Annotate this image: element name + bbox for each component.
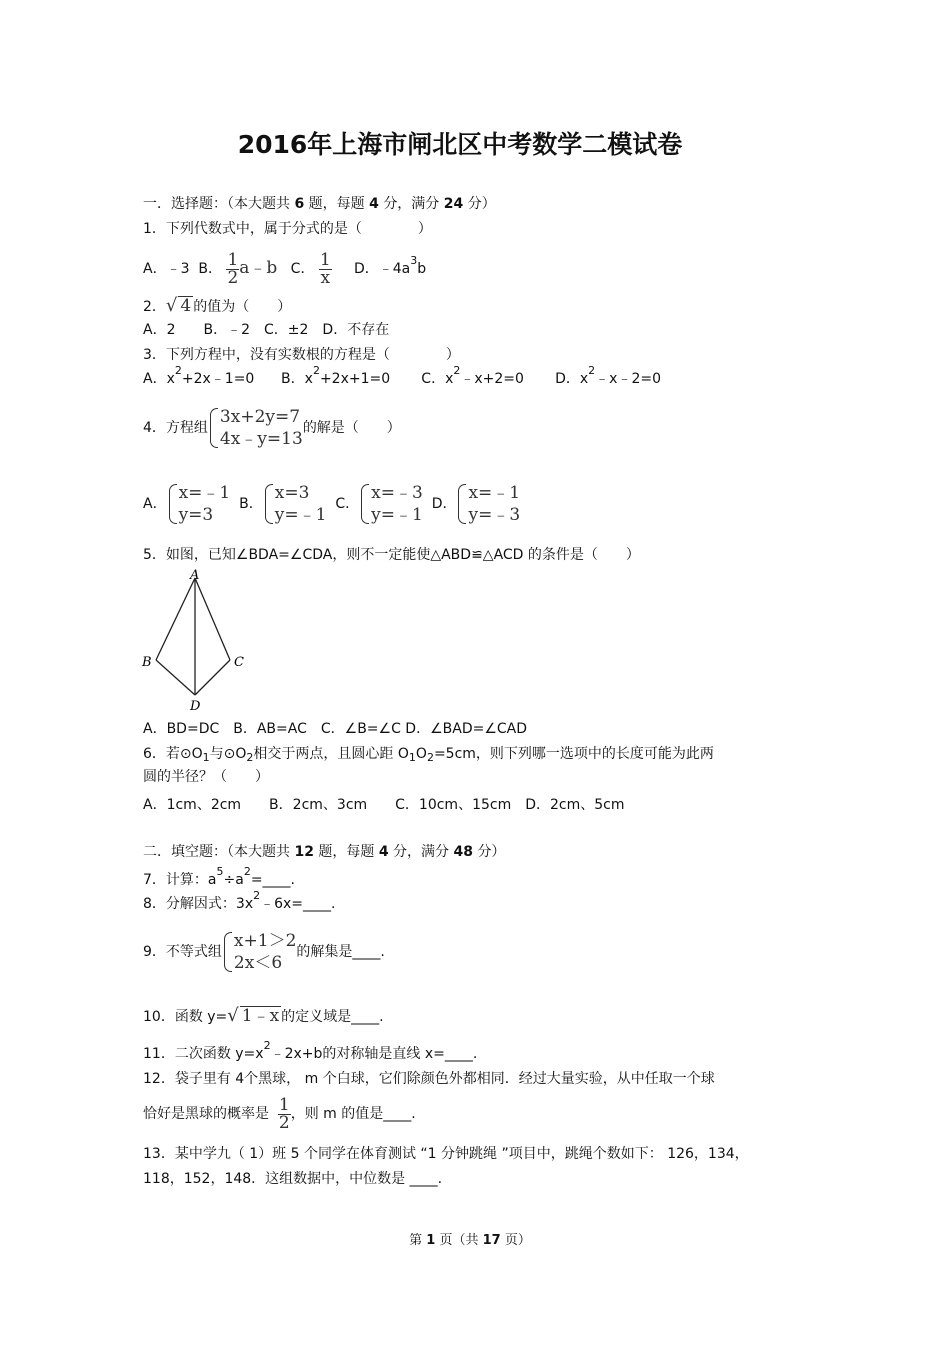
q5-options: A．BD=DC B．AB=AC C．∠B=∠C D．∠BAD=∠CAD [143, 721, 528, 737]
q12-line1: 12．袋子里有 4个黑球， m 个白球，它们除颜色外都相同．经过大量实验，从中任取一个球 [143, 1071, 715, 1087]
section-2-mid2: 分，满分 [393, 844, 450, 860]
q10: 10．函数 y=√ 1﹣x 的定义域是____. [143, 1005, 384, 1026]
q4-option-b: x=3 y=﹣1 [263, 482, 327, 526]
page-footer: 第 1 页（共 17 页） [409, 1233, 531, 1248]
q3-options [143, 364, 661, 388]
section-1-header [143, 195, 496, 213]
section-1-points: 4 [369, 196, 379, 212]
q11: 11．二次函数 $y=x^2﹣2x+b$的对称轴是直线 x=____. [143, 1039, 478, 1062]
section-1-mid1: 题，每题 [308, 196, 365, 212]
q1-options [143, 248, 426, 289]
q10-radicand: 1﹣x [241, 1006, 280, 1026]
q6-options: A．1cm、2cm B．2cm、3cm C．10cm、15cm D．2cm、5cm [143, 797, 625, 813]
page-title: 2016年上海市闸北区中考数学二模试卷 [237, 130, 683, 159]
vertex-label-a: A [190, 568, 200, 583]
sqrt-symbol: √ [165, 295, 178, 316]
q9: 9．不等式组 x+1＞2 2x＜6 的解集是____. [143, 931, 385, 973]
q1-option-a: A．﹣3 [143, 261, 190, 277]
q2-options: A．2 B．﹣2 C．±2 D．不存在 [143, 322, 390, 338]
q1-option-c-fraction: $\frac{1}{x}$ [319, 249, 331, 288]
q13-line1: 13．某中学九（ 1）班 5 个同学在体育测试 “1 分钟跳绳 ”项目中，跳绳个数如下： 126，134， [143, 1146, 749, 1162]
q4-option-a: x=﹣1 y=3 [167, 482, 231, 526]
q4-options: A． x=﹣1 y=3 B． x=3 y=﹣1 C． x=﹣3 y=﹣1 D． x=﹣1 y=﹣3 [143, 483, 521, 525]
vertex-label-c: C [234, 655, 244, 670]
q4-option-d: x=﹣1 y=﹣3 [456, 482, 520, 526]
section-1-count: 6 [294, 196, 305, 212]
q1-option-b-tail: a﹣b [239, 258, 278, 278]
section-1-mid2: 分，满分 [383, 196, 440, 212]
q5-stem: 5．如图，已知∠BDA=∠CDA，则不一定能使△ABD≌△ACD 的条件是（ ） [143, 547, 640, 563]
vertex-label-b: B [142, 655, 152, 670]
q1-option-b-fraction: $\frac{1}{2}$ [227, 249, 239, 288]
segment-ac [195, 578, 230, 660]
q3-option-c: C．$x^2﹣x+2=0$ [421, 364, 524, 387]
segment-cd [195, 660, 230, 695]
q8: 8．分解因式：$3x^2﹣6x=\_\_\_\_$. [143, 889, 336, 912]
q4-stem: 4．方程组 3x+2y=7 4x﹣y=13 的解是（ ） [143, 407, 401, 449]
q2-stem: 2．√ 4 的值为（ ） [143, 295, 292, 316]
section-2-points: 4 [378, 844, 389, 860]
section-1-prefix: 一．选择题：（本大题共 [143, 196, 290, 212]
q3-option-d: D．$x^2﹣x﹣2=0$ [555, 364, 661, 387]
q12-fraction: $\frac{1}{2}$ [278, 1094, 290, 1133]
q3-stem: 3．下列方程中，没有实数根的方程是（ ） [143, 347, 460, 363]
section-2-header [143, 843, 505, 861]
section-1-tail: 分） [467, 196, 496, 212]
section-1-total: 24 [443, 196, 464, 212]
page-number: 1 [426, 1233, 436, 1248]
section-2-total: 48 [453, 844, 473, 860]
vertex-label-d: D [190, 699, 201, 713]
q1-option-c-label: C． [290, 261, 315, 277]
q7: 7．计算：$a^5\div a^2=\_\_\_\_$. [143, 865, 295, 888]
q3-option-b: B．$x^2+2x+1=0$ [281, 364, 391, 387]
q1-stem: 1．下列代数式中，属于分式的是（ ） [143, 221, 432, 237]
q6-stem-line1: 6．若$⊙O_1$与$⊙O_2$相交于两点，且圆心距 $O_1O_2=5cm$，则下列哪一选项中的长度可能为此两 [143, 746, 714, 764]
section-2-prefix: 二．填空题：（本大题共 [143, 844, 290, 860]
section-2-mid1: 题，每题 [318, 844, 375, 860]
section-2-count: 12 [294, 844, 314, 860]
q12-line2: 恰好是黑球的概率是 $\frac{1}{2}$ ，则 m 的值是____. [143, 1094, 416, 1133]
q13-line2: 118，152，148．这组数据中，中位数是 ____. [143, 1171, 443, 1187]
segment-ab [156, 578, 195, 660]
q1-option-b-label: B． [198, 261, 222, 277]
q4-equation-system: 3x+2y=7 4x﹣y=13 [208, 406, 303, 450]
q4-option-c: x=﹣3 y=﹣1 [359, 482, 423, 526]
section-2-tail: 分） [477, 844, 506, 860]
q3-option-a: A．$x^2+2x﹣1=0$ [143, 364, 255, 387]
q5-figure [140, 568, 252, 713]
q6-stem-line2: 圆的半径？（ ） [143, 769, 269, 785]
q9-inequality-system: x+1＞2 2x＜6 [222, 930, 296, 974]
q2-radicand: 4 [180, 296, 192, 316]
sqrt-symbol: √ [227, 1005, 239, 1026]
page-total: 17 [482, 1233, 501, 1248]
q1-option-d: D．$﹣4a^3b$ [354, 254, 427, 277]
segment-bd [156, 660, 195, 695]
